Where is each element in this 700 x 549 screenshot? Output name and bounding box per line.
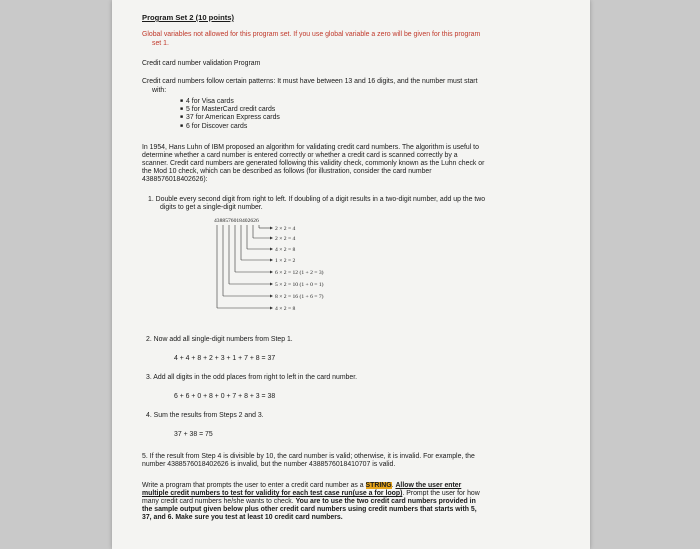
task-emphasis: You are to use the two credit card numbers provided in <box>295 498 476 505</box>
step-2-label: 2. Now add all single-digit numbers from Step 1. <box>146 336 293 343</box>
diagram-arrowheads <box>270 227 273 310</box>
history-line-2: determine whether a card number is entered correctly or whether a credit card is scanned correctly by a <box>142 152 458 159</box>
task-text: Write a program that prompts the user to enter a credit card number as a <box>142 482 366 489</box>
step-5-line-2: number 4388576018402626 is invalid, but the number 4388576018410707 is valid. <box>142 461 396 468</box>
history-line-5: 4388576018402626): <box>142 176 208 183</box>
task-text: . Prompt the user for how <box>402 490 480 497</box>
string-highlight: STRING <box>365 482 392 489</box>
step-3-label: 3. Add all digits in the odd places from right to left in the card number. <box>146 374 358 381</box>
step-4-label: 4. Sum the results from Steps 2 and 3. <box>146 412 264 419</box>
step-1-line-2: digits to get a single-digit number. <box>160 204 263 211</box>
task-text: many credit card numbers he/she wants to check. <box>142 498 296 505</box>
task-line-5: 37, and 6. Make sure you test at least 10 credit card numbers. <box>142 514 343 521</box>
diagram-card-number: 4388576018402626 <box>214 218 259 224</box>
diagram-row: 4 × 2 = 8 <box>275 247 296 253</box>
history-line-3: scanner. Credit card numbers are generated following this validity check, commonly known as the Luhn check or <box>142 160 485 167</box>
intro-line-2: with: <box>152 87 167 94</box>
diagram-row: 5 × 2 = 10 (1 + 0 = 1) <box>275 282 324 288</box>
diagram-row: 8 × 2 = 16 (1 + 6 = 7) <box>275 294 324 300</box>
diagram-connector-lines <box>217 225 270 308</box>
task-text: . <box>391 482 396 489</box>
list-item: ■ 5 for MasterCard credit cards <box>180 106 280 114</box>
page-title: Program Set 2 (10 points) <box>142 13 234 22</box>
task-line-4: the sample output given below plus other credit card numbers using credit numbers that starts with 5, <box>142 506 477 513</box>
task-emphasis: multiple credit numbers to test for validity for each test case run(use a for loop) <box>142 490 403 497</box>
task-emphasis: Allow the user enter <box>395 482 462 489</box>
luhn-doubling-diagram <box>210 214 330 319</box>
step-3-calc: 6 + 6 + 0 + 8 + 0 + 7 + 8 + 3 = 38 <box>174 393 276 400</box>
section-heading: Credit card number validation Program <box>142 60 261 67</box>
warning-line-2: set 1. <box>152 40 169 47</box>
list-item: ■ 4 for Visa cards <box>180 98 280 106</box>
step-4-calc: 37 + 38 = 75 <box>174 431 213 438</box>
step-2-calc: 4 + 4 + 8 + 2 + 3 + 1 + 7 + 8 = 37 <box>174 355 276 362</box>
list-item: ■ 37 for American Express cards <box>180 114 280 122</box>
document-page <box>112 0 590 549</box>
diagram-row: 1 × 2 = 2 <box>275 258 296 264</box>
diagram-row: 6 × 2 = 12 (1 + 2 = 3) <box>275 270 324 276</box>
history-line-1: In 1954, Hans Luhn of IBM proposed an algorithm for validating credit card numbers. The algorithm is useful to <box>142 144 479 151</box>
diagram-row: 2 × 2 = 4 <box>275 226 296 232</box>
step-1-line-1: 1. Double every second digit from right to left. If doubling of a digit results in a two-digit number, add up the two <box>148 196 486 203</box>
card-prefix-list <box>180 98 280 131</box>
warning-line-1: Global variables not allowed for this program set. If you use global variable a zero will be given for this program <box>142 31 481 38</box>
intro-line-1: Credit card numbers follow certain patterns: It must have between 13 and 16 digits, and the number must start <box>142 78 478 85</box>
list-item: ■ 6 for Discover cards <box>180 123 280 131</box>
diagram-row: 2 × 2 = 4 <box>275 236 296 242</box>
diagram-row: 4 × 2 = 8 <box>275 306 296 312</box>
history-line-4: the Mod 10 check, which can be described as follows (for illustration, consider the card number <box>142 168 432 175</box>
step-5-line-1: 5. If the result from Step 4 is divisible by 10, the card number is valid; otherwise, it is invalid. For example, the <box>142 453 475 460</box>
